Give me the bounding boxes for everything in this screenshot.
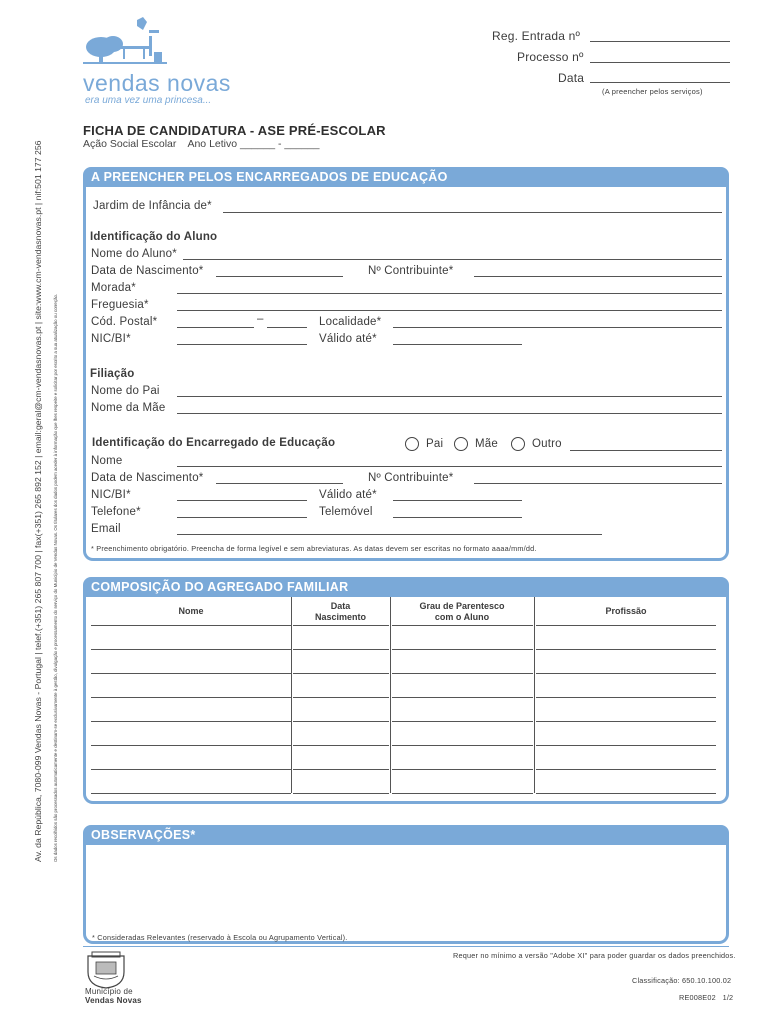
nome-mae-field[interactable]	[177, 413, 722, 414]
data-nasc-field[interactable]	[216, 276, 343, 277]
section1-box	[83, 187, 729, 561]
data-label: Data	[558, 71, 585, 85]
table-cell-field[interactable]	[536, 769, 716, 770]
document-code: RE008E02 1/2	[679, 993, 734, 1002]
table-cell-field[interactable]	[293, 625, 389, 626]
radio-pai[interactable]	[405, 437, 419, 451]
section3-footnote: * Consideradas Relevantes (reservado à Escola ou Agrupamento Vertical).	[92, 933, 348, 942]
table-cell-field[interactable]	[293, 745, 389, 746]
table-cell-field[interactable]	[392, 649, 533, 650]
cod-postal-label: Cód. Postal*	[91, 316, 158, 328]
valido-enc-label: Válido até*	[319, 489, 377, 501]
section2-header: COMPOSIÇÃO DO AGREGADO FAMILIAR	[83, 577, 729, 597]
table-cell-field[interactable]	[91, 649, 291, 650]
jardim-field[interactable]	[223, 212, 722, 213]
valido-field[interactable]	[393, 344, 522, 345]
table-cell-field[interactable]	[293, 697, 389, 698]
municipal-seal-icon	[84, 950, 128, 990]
cod-postal-dash: –	[257, 313, 264, 325]
table-cell-field[interactable]	[91, 673, 291, 674]
email-field[interactable]	[177, 534, 602, 535]
table-cell-field[interactable]	[293, 721, 389, 722]
nome-pai-label: Nome do Pai	[91, 385, 160, 397]
nome-enc-field[interactable]	[177, 466, 722, 467]
table-cell-field[interactable]	[392, 745, 533, 746]
localidade-field[interactable]	[393, 327, 722, 328]
brand-name: vendas novas	[83, 70, 231, 96]
table-cell-field[interactable]	[536, 673, 716, 674]
localidade-label: Localidade*	[319, 316, 382, 328]
freguesia-field[interactable]	[177, 310, 722, 311]
nic-field[interactable]	[177, 344, 307, 345]
side-address: Av. da República, 7080-099 Vendas Novas - Portugal | telef.(+351) 265 807 700 | fax(+351) 265 892 152 | email:geral@cm-vendasnovas.pt | site:www.cm-vendasnovas.pt | nif:501 177 256	[33, 140, 43, 862]
encarregado-title: Identificação do Encarregado de Educação	[92, 437, 336, 449]
section1-header: A PREENCHER PELOS ENCARREGADOS DE EDUCAÇÃO	[83, 167, 729, 187]
section1-footnote: * Preenchimento obrigatório. Preencha de forma legível e sem abreviaturas. As datas devem ser escritas no formato aaaa/mm/dd.	[91, 544, 537, 553]
table-cell-field[interactable]	[392, 769, 533, 770]
table-cell-field[interactable]	[392, 721, 533, 722]
table-vline-2	[390, 597, 391, 793]
footer-divider	[83, 946, 729, 947]
valido-enc-field[interactable]	[393, 500, 522, 501]
freguesia-label: Freguesia*	[91, 299, 149, 311]
table-cell-field[interactable]	[392, 625, 533, 626]
data-nasc-enc-field[interactable]	[216, 483, 343, 484]
table-col-nome: Nome	[178, 606, 204, 616]
nic-enc-label: NIC/BI*	[91, 489, 131, 501]
nome-aluno-field[interactable]	[183, 259, 722, 260]
table-cell-field[interactable]	[536, 721, 716, 722]
services-note: (A preencher pelos serviços)	[602, 87, 703, 96]
table-cell-field[interactable]	[91, 745, 291, 746]
radio-outro-label: Outro	[532, 438, 562, 450]
radio-outro[interactable]	[511, 437, 525, 451]
table-cell-field[interactable]	[392, 697, 533, 698]
data-nasc-enc-label: Data de Nascimento*	[91, 472, 204, 484]
contribuinte-field[interactable]	[474, 276, 722, 277]
processo-field[interactable]	[590, 62, 730, 63]
brand-tagline: era uma vez uma princesa...	[85, 95, 212, 106]
processo-label: Processo nº	[517, 50, 584, 64]
table-vline-1	[291, 597, 292, 793]
telemovel-field[interactable]	[393, 517, 522, 518]
table-cell-field[interactable]	[536, 649, 716, 650]
table-cell-field[interactable]	[91, 793, 291, 794]
data-nasc-label: Data de Nascimento*	[91, 265, 204, 277]
telefone-field[interactable]	[177, 517, 307, 518]
section3-header: OBSERVAÇÕES*	[83, 825, 729, 845]
table-cell-field[interactable]	[91, 721, 291, 722]
morada-field[interactable]	[177, 293, 722, 294]
data-field[interactable]	[590, 82, 730, 83]
table-cell-field[interactable]	[536, 625, 716, 626]
contribuinte-label: Nº Contribuinte*	[368, 265, 454, 277]
nic-enc-field[interactable]	[177, 500, 307, 501]
table-cell-field[interactable]	[91, 769, 291, 770]
table-cell-field[interactable]	[293, 673, 389, 674]
municipio-name: Vendas Novas	[85, 996, 142, 1005]
table-cell-field[interactable]	[536, 745, 716, 746]
cod-postal-field-1[interactable]	[177, 327, 254, 328]
radio-mae[interactable]	[454, 437, 468, 451]
classificacao: Classificação: 650.10.100.02	[632, 976, 732, 985]
nome-mae-label: Nome da Mãe	[91, 402, 166, 414]
table-cell-field[interactable]	[91, 697, 291, 698]
table-col-grau-parentesco: Grau de Parentesco com o Aluno	[419, 601, 505, 622]
jardim-label: Jardim de Infância de*	[93, 200, 212, 212]
page-subtitle: Ação Social Escolar Ano Letivo ______ - ______	[83, 138, 320, 150]
adobe-note: Requer no mínimo a versão "Adobe XI" para poder guardar os dados preenchidos.	[453, 951, 736, 960]
telefone-label: Telefone*	[91, 506, 141, 518]
table-cell-field[interactable]	[536, 697, 716, 698]
table-col-data-nascimento: Data Nascimento	[314, 601, 367, 622]
contribuinte-enc-label: Nº Contribuinte*	[368, 472, 454, 484]
outro-field[interactable]	[570, 450, 722, 451]
filiacao-title: Filiação	[90, 368, 135, 380]
reg-label: Reg. Entrada nº	[492, 29, 581, 43]
table-cell-field[interactable]	[293, 649, 389, 650]
aluno-title: Identificação do Aluno	[90, 231, 218, 243]
table-vline-3	[534, 597, 535, 793]
cod-postal-field-2[interactable]	[267, 327, 307, 328]
table-cell-field[interactable]	[536, 793, 716, 794]
morada-label: Morada*	[91, 282, 136, 294]
reg-field[interactable]	[590, 41, 730, 42]
nome-pai-field[interactable]	[177, 396, 722, 397]
table-cell-field[interactable]	[91, 625, 291, 626]
valido-label: Válido até*	[319, 333, 377, 345]
section2-box	[83, 597, 729, 804]
table-cell-field[interactable]	[392, 673, 533, 674]
email-label: Email	[91, 523, 121, 535]
municipio-label: Município de	[85, 987, 133, 996]
table-cell-field[interactable]	[293, 793, 389, 794]
page-title: FICHA DE CANDIDATURA - ASE PRÉ-ESCOLAR	[83, 123, 386, 138]
table-cell-field[interactable]	[392, 793, 533, 794]
contribuinte-enc-field[interactable]	[474, 483, 722, 484]
logo-tree-icon	[83, 14, 173, 69]
table-cell-field[interactable]	[293, 769, 389, 770]
nic-label: NIC/BI*	[91, 333, 131, 345]
telemovel-label: Telemóvel	[319, 506, 373, 518]
logo	[83, 14, 243, 74]
radio-pai-label: Pai	[426, 438, 444, 450]
nome-aluno-label: Nome do Aluno*	[91, 248, 177, 260]
table-col-profissao: Profissão	[605, 606, 647, 616]
section3-box[interactable]	[83, 845, 729, 944]
side-privacy: Os dados recolhidos são processados automaticamente e destinam-se exclusivamente à gestão, divulgação e processamento do serviço do Município de Vendas Novas. Os titulares dos dados podem aceder à informação que lhes respeite e solicitar por escrito a sua atualização ou correção.	[53, 293, 58, 862]
radio-mae-label: Mãe	[475, 438, 498, 450]
nome-enc-label: Nome	[91, 455, 123, 467]
